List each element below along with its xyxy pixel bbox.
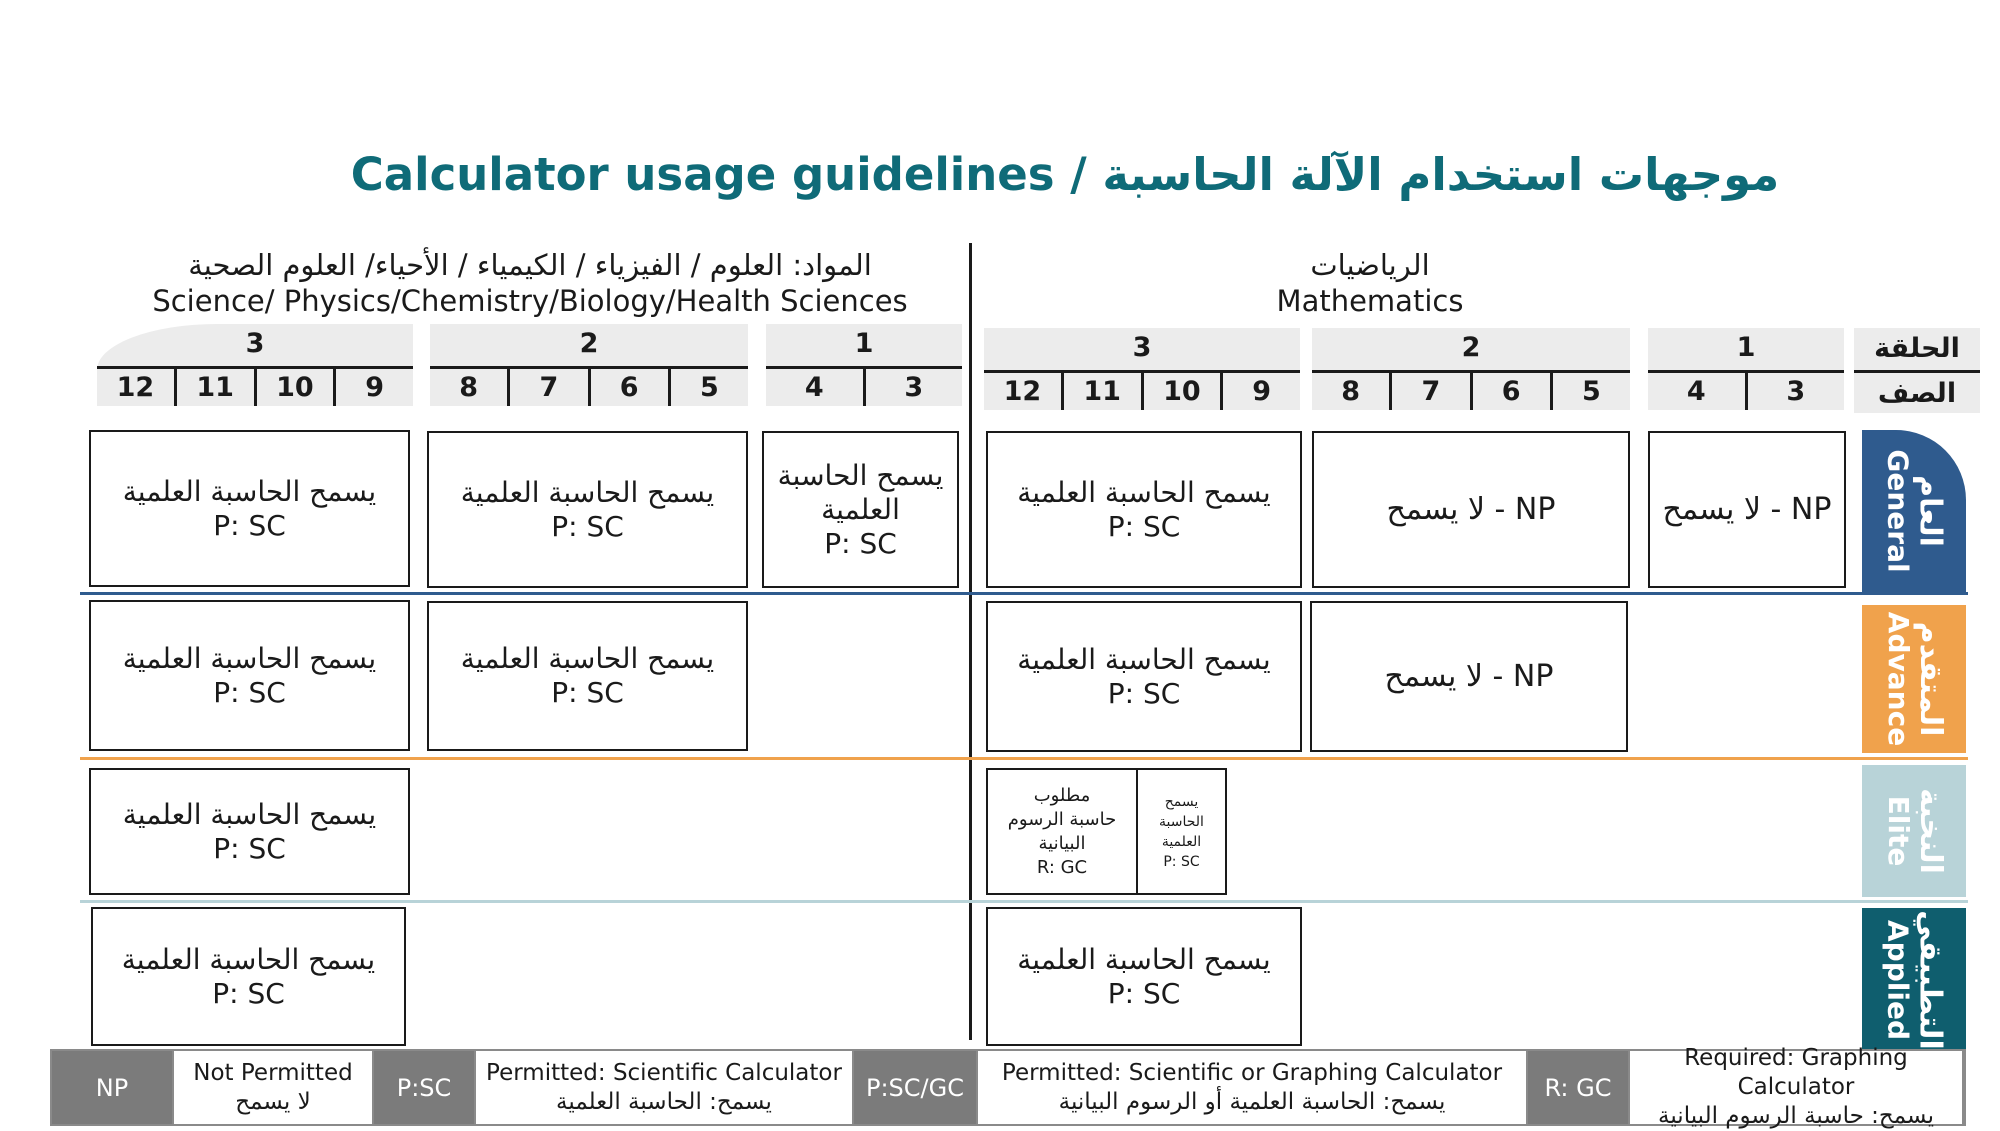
cell-line: العلمية <box>1161 833 1202 850</box>
grade-label: 4 <box>1686 376 1706 407</box>
elite-math-grade12-cell <box>986 768 1138 895</box>
legend-psc-desc <box>474 1051 854 1124</box>
grade-label: 3 <box>863 369 963 406</box>
cycle-number: 1 <box>854 328 874 359</box>
cell-np-text: لا يسمح - NP <box>1386 491 1556 527</box>
legend-desc-en: Permitted: Scientific Calculator <box>486 1059 842 1086</box>
advance-science-cycle3-cell <box>89 600 410 751</box>
legend-np-abbr: NP <box>52 1051 172 1124</box>
cell-code: P: SC <box>551 509 624 543</box>
grade-label: 5 <box>1550 373 1630 410</box>
cell-text-ar: يسمح الحاسبة العلمية <box>122 797 377 831</box>
math-cycle-3-header <box>984 328 1300 410</box>
track-label-en: Advance <box>1882 611 1916 747</box>
cell-code: R: GC <box>1036 856 1088 878</box>
cycle-row-label: الحلقة <box>1854 328 1980 370</box>
cell-text-ar: يسمح الحاسبة العلمية <box>122 641 377 675</box>
cell-np-text: لا يسمح - NP <box>1662 491 1832 527</box>
applied-math-cycle3-cell <box>986 907 1302 1046</box>
science-cycle-1-header <box>766 324 962 406</box>
general-science-cycle1-cell <box>762 431 959 588</box>
legend-rgc-desc <box>1628 1045 1964 1129</box>
applied-science-cycle3-cell <box>91 907 406 1046</box>
cycle-number: 3 <box>1132 332 1152 363</box>
cell-code: P: SC <box>1107 509 1181 543</box>
grade-label: 12 <box>1003 376 1042 407</box>
elite-math-grade11-cell <box>1136 768 1227 895</box>
cell-line: يسمح <box>1164 793 1199 810</box>
cell-code: P: SC <box>213 675 286 709</box>
track-advance <box>1862 605 1966 753</box>
track-label-ar: النخبة <box>1912 788 1948 874</box>
cell-code: P: SC <box>213 831 286 865</box>
cell-line: البيانية <box>1038 832 1086 854</box>
cell-np-text: لا يسمح - NP <box>1384 658 1554 694</box>
grade-label: 6 <box>1470 373 1550 410</box>
track-elite <box>1862 765 1966 897</box>
grade-label: 11 <box>1061 373 1141 410</box>
grade-label: 3 <box>1745 373 1845 410</box>
legend-bar <box>50 1045 1966 1129</box>
track-label-ar: العام <box>1913 475 1949 547</box>
track-label-en: Elite <box>1881 795 1915 867</box>
cell-code: P: SC <box>551 676 624 709</box>
cell-text-ar: يسمح الحاسبة العلمية <box>460 642 715 675</box>
cell-text-ar: يسمح الحاسبة العلمية <box>460 475 715 509</box>
grade-label: 8 <box>1341 376 1361 407</box>
track-label-ar: المتقدم <box>1913 621 1949 737</box>
row-separator <box>80 757 1968 760</box>
cell-text-ar: يسمح الحاسبة العلمية <box>1017 942 1271 976</box>
grade-label: 4 <box>804 372 824 403</box>
science-header-en: Science/ Physics/Chemistry/Biology/Health Sciences <box>152 284 908 318</box>
math-cycle-2-header <box>1312 328 1630 410</box>
science-subject-header <box>150 247 910 319</box>
advance-math-cycle2-cell <box>1310 601 1628 752</box>
cell-text-ar: يسمح الحاسبة العلمية <box>122 474 377 508</box>
cell-line: مطلوب <box>1033 784 1091 806</box>
legend-np-desc <box>172 1051 374 1124</box>
grade-label: 11 <box>174 369 254 406</box>
legend-desc-ar: يسمح: الحاسبة العلمية <box>556 1088 772 1115</box>
page-title: Calculator usage guidelines / موجهات استخدام الآلة الحاسبة <box>350 148 1780 201</box>
cycle-number: 2 <box>579 328 599 359</box>
general-science-cycle2-cell <box>427 431 748 588</box>
grade-row-label: الصف <box>1854 373 1980 413</box>
science-header-ar: المواد: العلوم / الفيزياء / الكيمياء / الأحياء/ العلوم الصحية <box>188 248 872 282</box>
cell-code: P: SC <box>1107 676 1181 710</box>
legend-desc-ar: لا يسمح <box>235 1088 311 1115</box>
cell-text-ar: يسمح الحاسبة العلمية <box>1017 642 1271 676</box>
legend-desc-en: Required: Graphing Calculator <box>1684 1045 1908 1100</box>
grade-label: 6 <box>588 369 668 406</box>
cell-text-ar: يسمح الحاسبة العلمية <box>121 942 376 976</box>
advance-math-cycle3-cell <box>986 601 1302 752</box>
general-math-cycle3-cell <box>986 431 1302 588</box>
general-math-cycle1-cell <box>1648 431 1846 588</box>
grade-label: 9 <box>333 369 413 406</box>
legend-desc-en: Not Permitted <box>193 1059 353 1086</box>
grade-label: 8 <box>459 372 479 403</box>
cell-code: P: SC <box>212 976 285 1010</box>
cell-text-ar-line2: العلمية <box>821 492 900 526</box>
cell-code: P: SC <box>1107 976 1181 1010</box>
advance-science-cycle2-cell <box>427 601 748 751</box>
cell-code: P: SC <box>824 526 897 560</box>
elite-science-cycle3-cell <box>89 768 410 895</box>
track-general <box>1862 430 1966 592</box>
legend-desc-ar: يسمح: حاسبة الرسوم البيانية <box>1658 1103 1934 1129</box>
legend-pscgc-abbr: P:SC/GC <box>854 1051 976 1124</box>
cycle-number: 1 <box>1736 332 1756 363</box>
cycle-number: 3 <box>245 328 265 359</box>
track-label-ar: التطبيقي <box>1913 910 1949 1050</box>
grade-label: 9 <box>1220 373 1300 410</box>
cell-line: حاسبة الرسوم <box>1007 808 1117 830</box>
cell-line: الحاسبة <box>1159 813 1204 830</box>
legend-psc-abbr: P:SC <box>374 1051 474 1124</box>
cell-text-ar: يسمح الحاسبة العلمية <box>1017 475 1271 509</box>
math-header-ar: الرياضيات <box>1310 248 1430 282</box>
legend-rgc-abbr: R: GC <box>1528 1051 1628 1124</box>
grade-label: 5 <box>668 369 748 406</box>
math-header-en: Mathematics <box>1276 284 1464 318</box>
grade-label: 12 <box>116 372 155 403</box>
science-cycle-2-header <box>430 324 748 406</box>
row-separator <box>80 900 1968 903</box>
cell-code: P: SC <box>1163 853 1200 870</box>
general-science-cycle3-cell <box>89 430 410 587</box>
general-math-cycle2-cell <box>1312 431 1630 588</box>
math-subject-header <box>1190 247 1550 319</box>
grade-label: 10 <box>1141 373 1221 410</box>
grade-label: 7 <box>1389 373 1469 410</box>
row-separator <box>80 592 1968 595</box>
legend-desc-en: Permitted: Scientific or Graphing Calculator <box>1001 1059 1503 1086</box>
grade-label: 7 <box>507 369 587 406</box>
cell-text-ar-line1: يسمح الحاسبة <box>777 458 944 492</box>
track-label-en: General <box>1882 449 1916 573</box>
subject-divider <box>969 243 972 1040</box>
grade-label: 10 <box>254 369 334 406</box>
track-label-en: Applied <box>1882 920 1916 1040</box>
legend-pscgc-desc <box>976 1051 1528 1124</box>
cycle-number: 2 <box>1461 332 1481 363</box>
legend-desc-ar: يسمح: الحاسبة العلمية أو الرسوم البيانية <box>1058 1088 1446 1115</box>
math-cycle-1-header <box>1648 328 1844 410</box>
cell-code: P: SC <box>213 508 286 542</box>
track-applied <box>1862 908 1966 1052</box>
science-cycle-3-header <box>97 324 413 406</box>
